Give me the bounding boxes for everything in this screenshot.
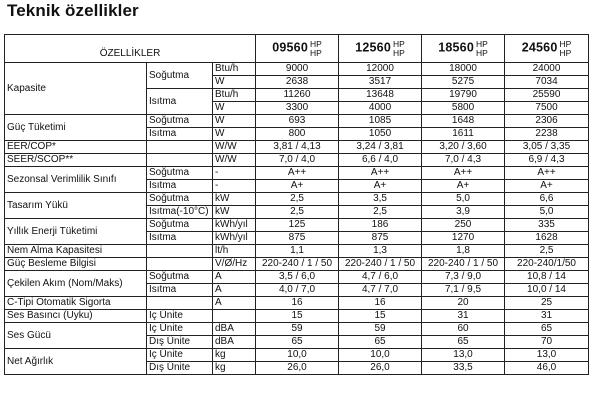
unit-cell: kW <box>213 193 256 206</box>
value-cell: 2,5 <box>256 193 339 206</box>
value-cell: 3,5 <box>339 193 422 206</box>
group-label: Yıllık Enerji Tüketimi <box>5 219 147 245</box>
table-row <box>5 349 589 362</box>
model-name: 18560 <box>438 40 474 55</box>
value-cell: 2,5 <box>505 245 589 258</box>
sub-label: Isıtma <box>147 180 213 193</box>
value-cell: 220-240/1/50 <box>505 258 589 271</box>
value-cell: 10,0 <box>339 349 422 362</box>
model-hp <box>559 40 571 58</box>
model-hp-top: HP <box>392 38 405 49</box>
value-cell: 1085 <box>339 115 422 128</box>
sub-label <box>147 245 213 258</box>
table-row <box>5 271 589 284</box>
value-cell: 6,9 / 4,3 <box>505 154 589 167</box>
value-cell: 59 <box>339 323 422 336</box>
value-cell: 10,8 / 14 <box>505 271 589 284</box>
value-cell: 12000 <box>339 63 422 76</box>
sub-label: Dış Ünite <box>147 362 213 375</box>
value-cell: 1,8 <box>422 245 505 258</box>
sub-label <box>147 141 213 154</box>
value-cell: 1,1 <box>256 245 339 258</box>
model-header <box>422 35 505 63</box>
value-cell: 125 <box>256 219 339 232</box>
value-cell: A++ <box>339 167 422 180</box>
sub-label: Soğutma <box>147 219 213 232</box>
value-cell: 4,7 / 6,0 <box>339 271 422 284</box>
value-cell: 3300 <box>256 102 339 115</box>
value-cell: 16 <box>256 297 339 310</box>
unit-cell: kWh/yıl <box>213 219 256 232</box>
unit-cell: W <box>213 128 256 141</box>
value-cell: 7,3 / 9,0 <box>422 271 505 284</box>
value-cell: 5,0 <box>422 193 505 206</box>
model-hp-bottom: HP <box>309 47 322 58</box>
value-cell: 2638 <box>256 76 339 89</box>
value-cell: 3,81 / 4,13 <box>256 141 339 154</box>
unit-cell: W/W <box>213 154 256 167</box>
group-label: SEER/SCOP** <box>5 154 147 167</box>
unit-cell: W <box>213 76 256 89</box>
value-cell: 1628 <box>505 232 589 245</box>
group-label: Kapasite <box>5 63 147 115</box>
group-label: Tasarım Yükü <box>5 193 147 219</box>
page-title: Teknik özellikler <box>7 1 139 20</box>
value-cell: 7034 <box>505 76 589 89</box>
unit-cell: W/W <box>213 141 256 154</box>
unit-cell: lt/h <box>213 245 256 258</box>
sub-label: Isıtma <box>147 89 213 115</box>
value-cell: 25 <box>505 297 589 310</box>
table-row <box>5 245 589 258</box>
value-cell: 875 <box>339 232 422 245</box>
table-row <box>5 115 589 128</box>
unit-cell: V/Ø/Hz <box>213 258 256 271</box>
value-cell: 20 <box>422 297 505 310</box>
value-cell: A+ <box>339 180 422 193</box>
value-cell: 6,6 / 4,0 <box>339 154 422 167</box>
value-cell: 3,5 / 6,0 <box>256 271 339 284</box>
value-cell: 10,0 / 14 <box>505 284 589 297</box>
value-cell: 46,0 <box>505 362 589 375</box>
unit-cell <box>213 310 256 323</box>
value-cell: 6,6 <box>505 193 589 206</box>
value-cell: 65 <box>422 336 505 349</box>
value-cell: 220-240 / 1 / 50 <box>256 258 339 271</box>
model-header <box>339 35 422 63</box>
spec-table <box>4 34 589 375</box>
model-hp-top: HP <box>309 38 322 49</box>
value-cell: A++ <box>422 167 505 180</box>
value-cell: 24000 <box>505 63 589 76</box>
unit-cell: kg <box>213 349 256 362</box>
value-cell: A++ <box>256 167 339 180</box>
value-cell: 1611 <box>422 128 505 141</box>
value-cell: 26,0 <box>339 362 422 375</box>
unit-cell: A <box>213 297 256 310</box>
value-cell: 59 <box>256 323 339 336</box>
value-cell: 60 <box>422 323 505 336</box>
sub-label: Soğutma <box>147 167 213 180</box>
value-cell: 65 <box>505 323 589 336</box>
table-row <box>5 167 589 180</box>
value-cell: 875 <box>256 232 339 245</box>
sub-label: Soğutma <box>147 271 213 284</box>
group-label: Ses Gücü <box>5 323 147 349</box>
value-cell: A++ <box>505 167 589 180</box>
unit-cell: dBA <box>213 336 256 349</box>
model-hp <box>310 40 322 58</box>
value-cell: 2306 <box>505 115 589 128</box>
value-cell: 1270 <box>422 232 505 245</box>
group-label: EER/COP* <box>5 141 147 154</box>
value-cell: 3,05 / 3,35 <box>505 141 589 154</box>
header-label: ÖZELLİKLER <box>5 35 256 63</box>
unit-cell: - <box>213 180 256 193</box>
value-cell: 5800 <box>422 102 505 115</box>
sub-label: Isıtma <box>147 284 213 297</box>
model-hp-top: HP <box>559 38 572 49</box>
table-header-row <box>5 35 589 63</box>
value-cell: 31 <box>422 310 505 323</box>
group-label: Güç Tüketimi <box>5 115 147 141</box>
model-name: 12560 <box>355 40 391 55</box>
unit-cell: kW <box>213 206 256 219</box>
sub-label: İç Ünite <box>147 323 213 336</box>
value-cell: A+ <box>256 180 339 193</box>
group-label: C-Tipi Otomatik Sigorta <box>5 297 147 310</box>
sub-label: Isıtma <box>147 232 213 245</box>
model-hp-bottom: HP <box>475 47 488 58</box>
value-cell: 25590 <box>505 89 589 102</box>
value-cell: 19790 <box>422 89 505 102</box>
value-cell: 5275 <box>422 76 505 89</box>
unit-cell: A <box>213 271 256 284</box>
value-cell: 7500 <box>505 102 589 115</box>
group-label: Net Ağırlık <box>5 349 147 375</box>
group-label: Sezonsal Verimlilik Sınıfı <box>5 167 147 193</box>
value-cell: 9000 <box>256 63 339 76</box>
value-cell: 15 <box>339 310 422 323</box>
value-cell: 33,5 <box>422 362 505 375</box>
value-cell: 7,0 / 4,3 <box>422 154 505 167</box>
value-cell: 220-240 / 1 / 50 <box>422 258 505 271</box>
sub-label <box>147 297 213 310</box>
table-row <box>5 310 589 323</box>
model-name: 09560 <box>272 40 308 55</box>
unit-cell: W <box>213 115 256 128</box>
unit-cell: kg <box>213 362 256 375</box>
sub-label: İç Ünite <box>147 349 213 362</box>
group-label: Güç Besleme Bilgisi <box>5 258 147 271</box>
value-cell: 13,0 <box>505 349 589 362</box>
group-label: Ses Basıncı (Uyku) <box>5 310 147 323</box>
value-cell: 15 <box>256 310 339 323</box>
unit-cell: W <box>213 102 256 115</box>
value-cell: 70 <box>505 336 589 349</box>
value-cell: 800 <box>256 128 339 141</box>
value-cell: A+ <box>422 180 505 193</box>
sub-label: Isıtma(-10°C) <box>147 206 213 219</box>
value-cell: 4,0 / 7,0 <box>256 284 339 297</box>
table-row <box>5 297 589 310</box>
table-row <box>5 219 589 232</box>
group-label: Nem Alma Kapasitesi <box>5 245 147 258</box>
table-row <box>5 141 589 154</box>
value-cell: 186 <box>339 219 422 232</box>
value-cell: 2,5 <box>339 206 422 219</box>
value-cell: 4,7 / 7,0 <box>339 284 422 297</box>
unit-cell: A <box>213 284 256 297</box>
sub-label: İç Ünite <box>147 310 213 323</box>
value-cell: A+ <box>505 180 589 193</box>
value-cell: 26,0 <box>256 362 339 375</box>
value-cell: 11260 <box>256 89 339 102</box>
unit-cell: - <box>213 167 256 180</box>
model-hp-top: HP <box>475 38 488 49</box>
value-cell: 13648 <box>339 89 422 102</box>
sub-label: Isıtma <box>147 128 213 141</box>
unit-cell: kWh/yıl <box>213 232 256 245</box>
value-cell: 13,0 <box>422 349 505 362</box>
unit-cell: Btu/h <box>213 63 256 76</box>
model-header <box>505 35 589 63</box>
value-cell: 65 <box>256 336 339 349</box>
value-cell: 1,3 <box>339 245 422 258</box>
value-cell: 7,0 / 4,0 <box>256 154 339 167</box>
value-cell: 3,24 / 3,81 <box>339 141 422 154</box>
value-cell: 16 <box>339 297 422 310</box>
value-cell: 5,0 <box>505 206 589 219</box>
model-hp-bottom: HP <box>559 47 572 58</box>
table-row <box>5 323 589 336</box>
value-cell: 65 <box>339 336 422 349</box>
model-hp-bottom: HP <box>392 47 405 58</box>
table-row <box>5 258 589 271</box>
value-cell: 7,1 / 9,5 <box>422 284 505 297</box>
model-name: 24560 <box>521 40 558 55</box>
value-cell: 250 <box>422 219 505 232</box>
value-cell: 4000 <box>339 102 422 115</box>
sub-label: Dış Ünite <box>147 336 213 349</box>
value-cell: 31 <box>505 310 589 323</box>
group-label: Çekilen Akım (Nom/Maks) <box>5 271 147 297</box>
value-cell: 18000 <box>422 63 505 76</box>
model-hp <box>476 40 488 58</box>
value-cell: 3,20 / 3,60 <box>422 141 505 154</box>
sub-label: Soğutma <box>147 115 213 128</box>
table-row <box>5 63 589 76</box>
sub-label: Soğutma <box>147 63 213 89</box>
model-header <box>256 35 339 63</box>
table-row <box>5 154 589 167</box>
value-cell: 335 <box>505 219 589 232</box>
value-cell: 693 <box>256 115 339 128</box>
sub-label <box>147 154 213 167</box>
value-cell: 1050 <box>339 128 422 141</box>
sub-label <box>147 258 213 271</box>
value-cell: 3517 <box>339 76 422 89</box>
value-cell: 1648 <box>422 115 505 128</box>
value-cell: 220-240 / 1 / 50 <box>339 258 422 271</box>
unit-cell: dBA <box>213 323 256 336</box>
table-row <box>5 193 589 206</box>
value-cell: 2238 <box>505 128 589 141</box>
model-hp <box>393 40 405 58</box>
value-cell: 2,5 <box>256 206 339 219</box>
sub-label: Soğutma <box>147 193 213 206</box>
value-cell: 10,0 <box>256 349 339 362</box>
value-cell: 3,9 <box>422 206 505 219</box>
unit-cell: Btu/h <box>213 89 256 102</box>
